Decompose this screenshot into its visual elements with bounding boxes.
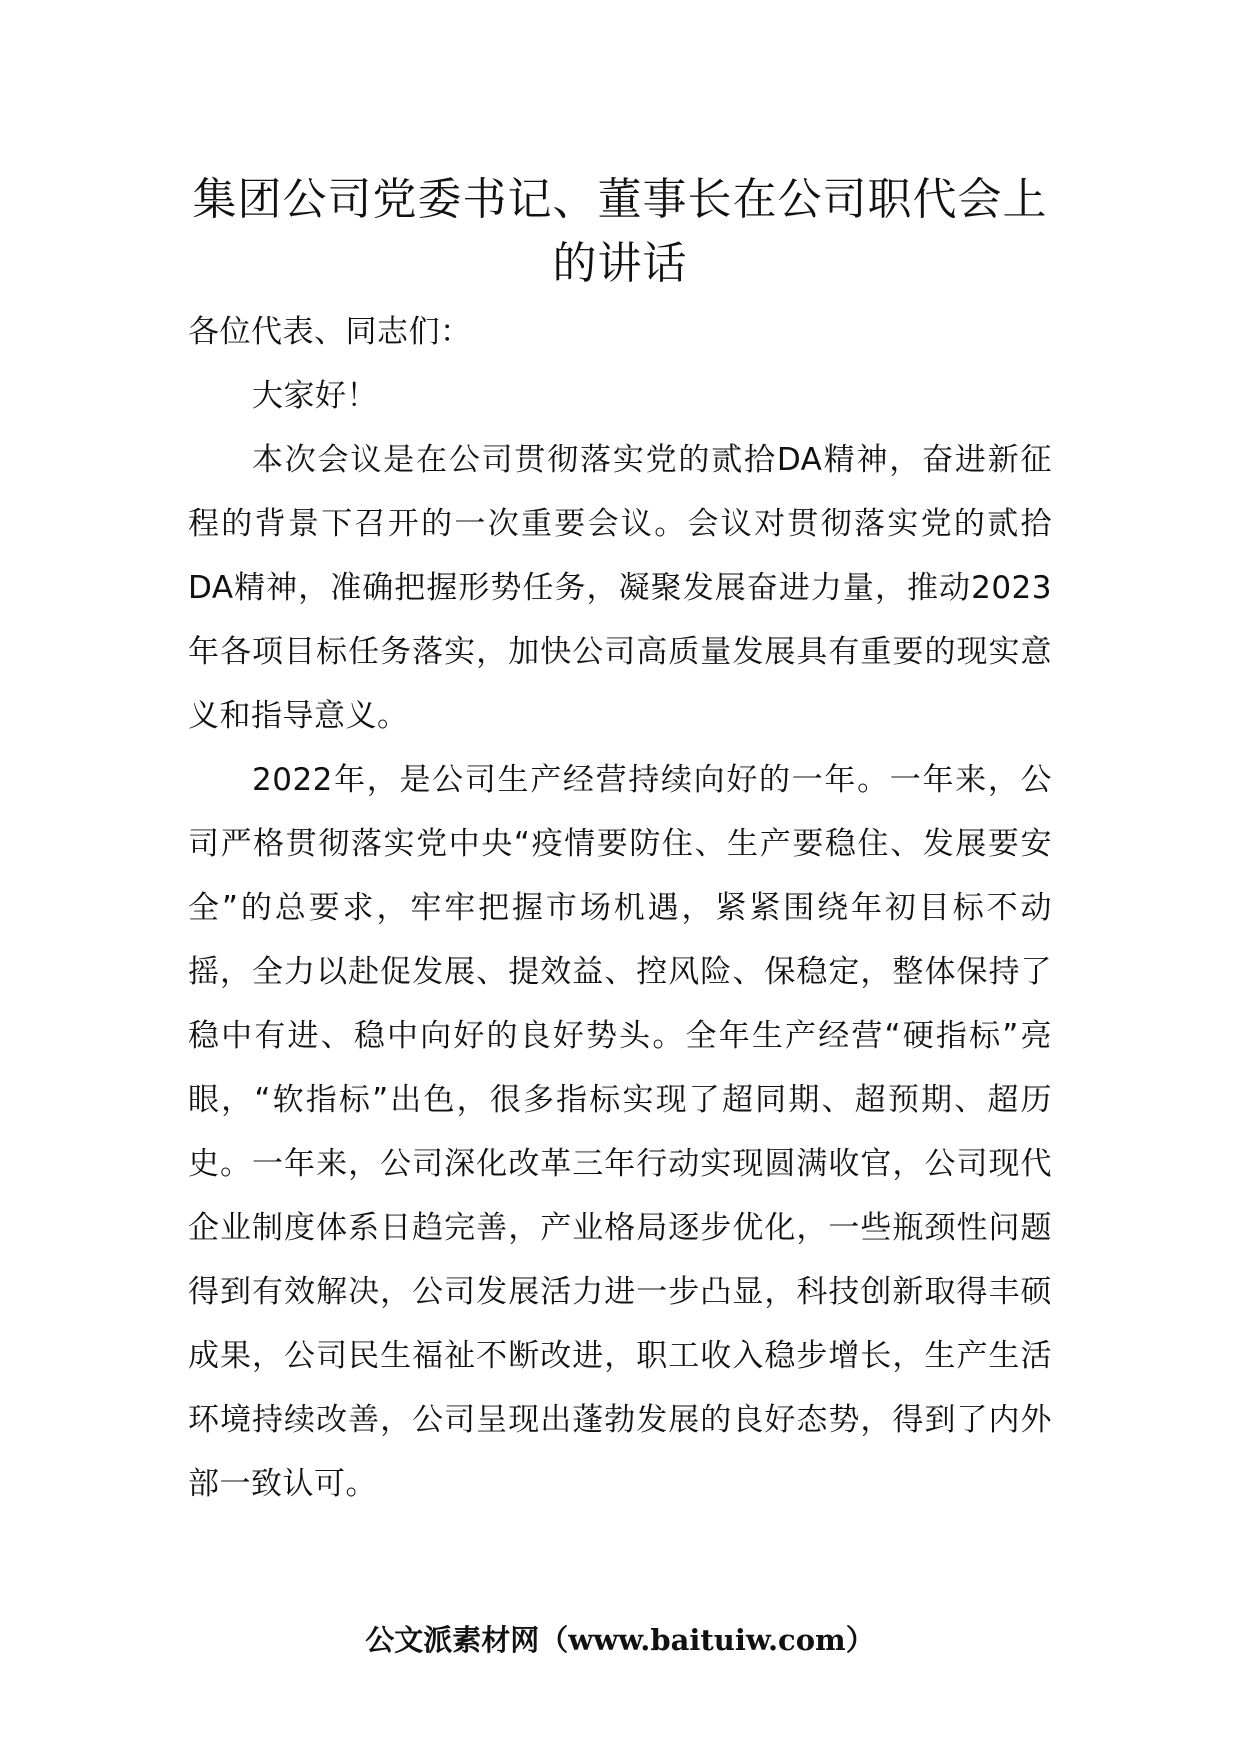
document-body <box>188 300 1052 1516</box>
salutation: 各位代表、同志们： <box>188 314 472 350</box>
document-title: 集团公司党委书记、董事长在公司职代会上的讲话 <box>192 174 1048 289</box>
greeting: 大家好！ <box>252 378 378 414</box>
footer-watermark: 公文派素材网（www.baituiw.com） <box>365 1623 875 1657</box>
paragraph-2: 2022年，是公司生产经营持续向好的一年。一年来，公司严格贯彻落实党中央“疫情要防住、生产要稳住、发展要安全”的总要求，牢牢把握市场机遇，紧紧围绕年初目标不动摇，全力以赴促发展、提效益、控风险、保稳定，整体保持了稳中有进、稳中向好的良好势头。全年生产经营“硬指标”亮眼，“软指标”出色，很多指标实现了超同期、超预期、超历史。一年来，公司深化改革三年行动实现圆满收官，公司现代企业制度体系日趋完善，产业格局逐步优化，一些瓶颈性问题得到有效解决，公司发展活力进一步凸显，科技创新取得丰硕成果，公司民生福祉不断改进，职工收入稳步增长，生产生活环境持续改善，公司呈现出蓬勃发展的良好态势，得到了内外部一致认可。 <box>188 762 1052 1502</box>
paragraph-1: 本次会议是在公司贯彻落实党的贰拾DA精神，奋进新征程的背景下召开的一次重要会议。会议对贯彻落实党的贰拾DA精神，准确把握形势任务，凝聚发展奋进力量，推动2023年各项目标任务落实，加快公司高质量发展具有重要的现实意义和指导意义。 <box>188 442 1052 734</box>
